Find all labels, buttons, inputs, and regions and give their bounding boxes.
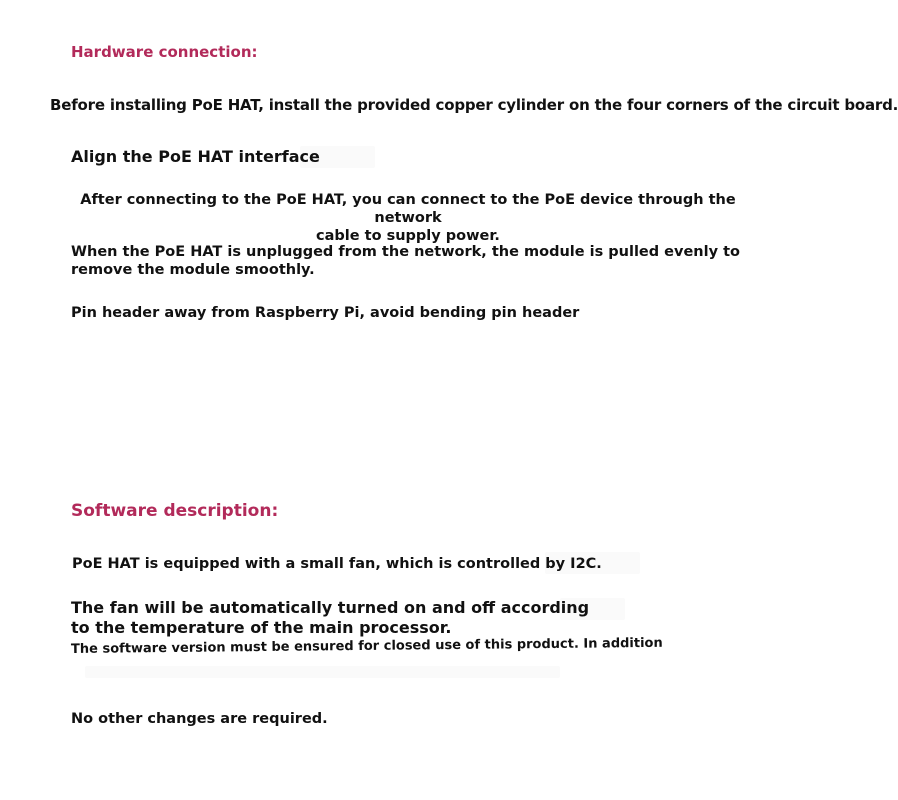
no-changes-note: No other changes are required. (71, 711, 328, 727)
faint-artifact (85, 666, 560, 678)
auto-fan-note: The fan will be automatically turned on and off according to the temperature of the main processor. (71, 598, 590, 637)
version-note: The software version must be ensured for closed use of this product. In addition (70, 635, 663, 657)
install-note: Before installing PoE HAT, install the provided copper cylinder on the four corners of the circuit board. (50, 96, 898, 114)
pin-header-note: Pin header away from Raspberry Pi, avoid bending pin header (71, 305, 580, 321)
software-heading: Software description: (71, 501, 279, 521)
connect-note-line-1: After connecting to the PoE HAT, you can connect to the PoE device through the network (80, 192, 736, 227)
fan-note: PoE HAT is equipped with a small fan, which is controlled by I2C. (72, 556, 602, 572)
connect-note (78, 191, 738, 245)
connect-note-line-2: cable to supply power. (316, 228, 500, 245)
hardware-heading: Hardware connection: (71, 43, 258, 61)
align-note: Align the PoE HAT interface (71, 147, 320, 166)
unplug-note: When the PoE HAT is unplugged from the network, the module is pulled evenly to remove the module smoothly. (71, 244, 740, 279)
